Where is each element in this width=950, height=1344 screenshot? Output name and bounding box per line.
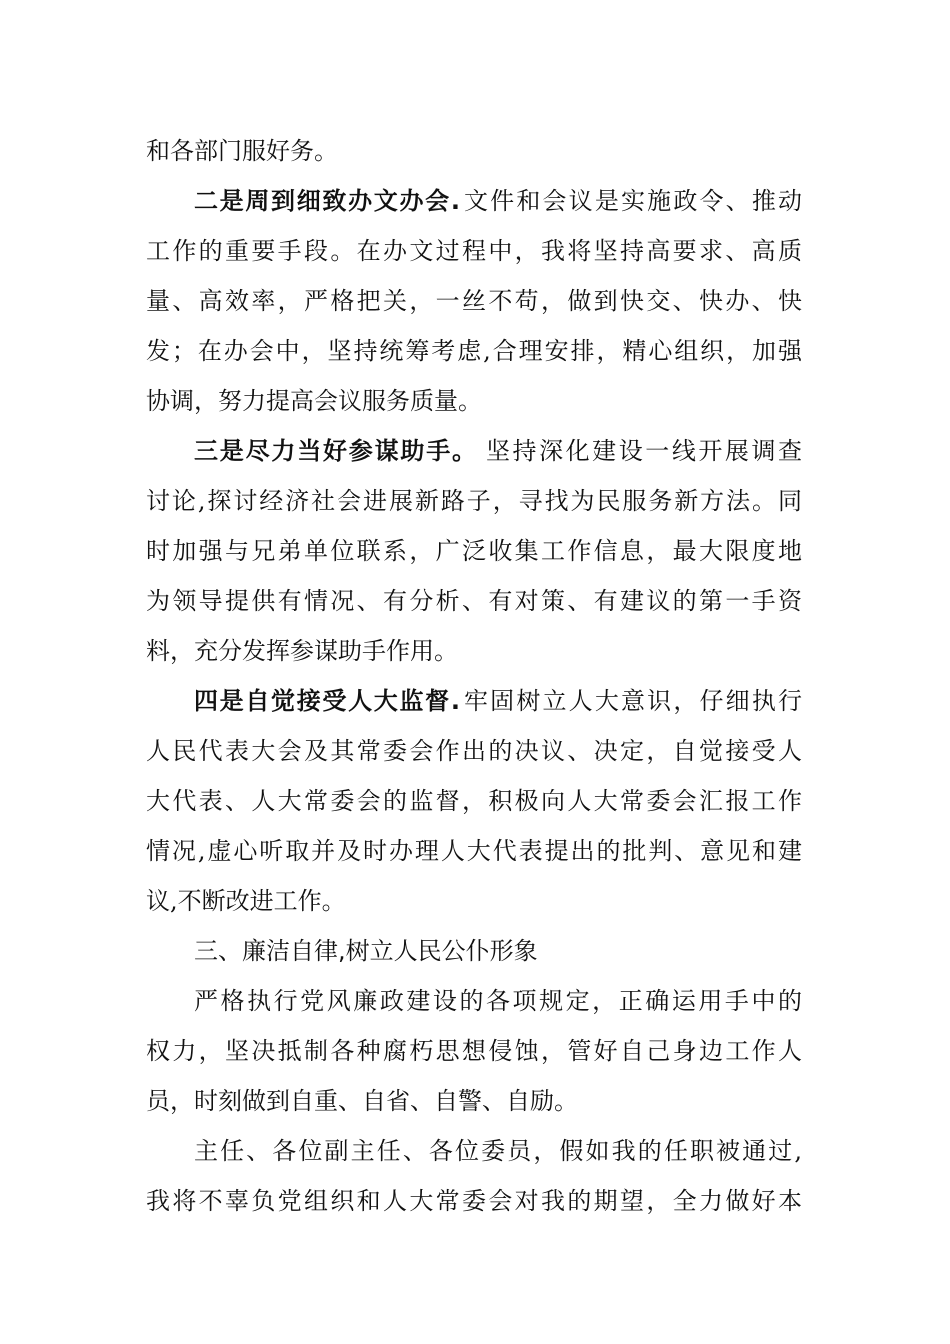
text-line — [0, 676, 950, 726]
text-line — [0, 476, 950, 526]
text-line — [0, 626, 950, 676]
text-line — [0, 1126, 950, 1176]
paragraph-text: 料，充分发挥参谋助手作用。 — [146, 637, 458, 665]
text-line — [0, 426, 950, 476]
text-line — [0, 226, 950, 276]
paragraph-text: 严格执行党风廉政建设的各项规定，正确运用手中的 — [194, 987, 802, 1015]
text-line — [0, 926, 950, 976]
paragraph-text: 我将不辜负党组织和人大常委会对我的期望，全力做好本 — [146, 1187, 802, 1215]
text-line — [0, 276, 950, 326]
paragraph-text: 大代表、人大常委会的监督，积极向人大常委会汇报工作 — [146, 787, 802, 815]
text-line — [0, 776, 950, 826]
text-line — [0, 176, 950, 226]
paragraph-lead-bold: 三是尽力当好参谋助手。 — [194, 437, 476, 465]
text-line — [0, 326, 950, 376]
paragraph-text: 主任、各位副主任、各位委员，假如我的任职被通过, — [194, 1137, 802, 1165]
paragraph-text: 讨论,探讨经济社会进展新路子，寻找为民服务新方法。同 — [146, 487, 802, 515]
text-line — [0, 1026, 950, 1076]
text-line — [0, 576, 950, 626]
paragraph-text: 员，时刻做到自重、自省、自警、自励。 — [146, 1087, 578, 1115]
paragraph-text: 协调，努力提高会议服务质量。 — [146, 387, 482, 415]
text-line — [0, 376, 950, 426]
paragraph-lead-bold: 四是自觉接受人大监督. — [194, 687, 460, 715]
paragraph-text: 情况,虚心听取并及时办理人大代表提出的批判、意见和建 — [146, 837, 802, 865]
paragraph-text: 发；在办会中，坚持统筹考虑,合理安排，精心组织，加强 — [146, 337, 802, 365]
text-line — [0, 1076, 950, 1126]
paragraph-text: 时加强与兄弟单位联系，广泛收集工作信息，最大限度地 — [146, 537, 802, 565]
paragraph-text: 文件和会议是实施政令、推动 — [464, 187, 802, 215]
text-line — [0, 826, 950, 876]
text-line — [0, 1176, 950, 1226]
text-line — [0, 876, 950, 926]
paragraph-text: 坚持深化建设一线开展调查 — [486, 437, 802, 465]
text-line — [0, 126, 950, 176]
paragraph-text: 人民代表大会及其常委会作出的决议、决定，自觉接受人 — [146, 737, 802, 765]
text-line — [0, 976, 950, 1026]
paragraph-text: 量、高效率，严格把关，一丝不苟，做到快交、快办、快 — [146, 287, 802, 315]
paragraph-text: 议,不断改进工作。 — [146, 887, 346, 915]
paragraph-text: 工作的重要手段。在办文过程中，我将坚持高要求、高质 — [146, 237, 802, 265]
text-line — [0, 526, 950, 576]
paragraph-text: 为领导提供有情况、有分析、有对策、有建议的第一手资 — [146, 587, 802, 615]
section-heading: 三、廉洁自律,树立人民公仆形象 — [194, 937, 538, 965]
paragraph-lead-bold: 二是周到细致办文办会. — [194, 187, 460, 215]
paragraph-text: 权力，坚决抵制各种腐朽思想侵蚀，管好自己身边工作人 — [146, 1037, 802, 1065]
paragraph-text: 牢固树立人大意识，仔细执行 — [464, 687, 802, 715]
text-line — [0, 726, 950, 776]
paragraph-text: 和各部门服好务。 — [146, 137, 338, 165]
